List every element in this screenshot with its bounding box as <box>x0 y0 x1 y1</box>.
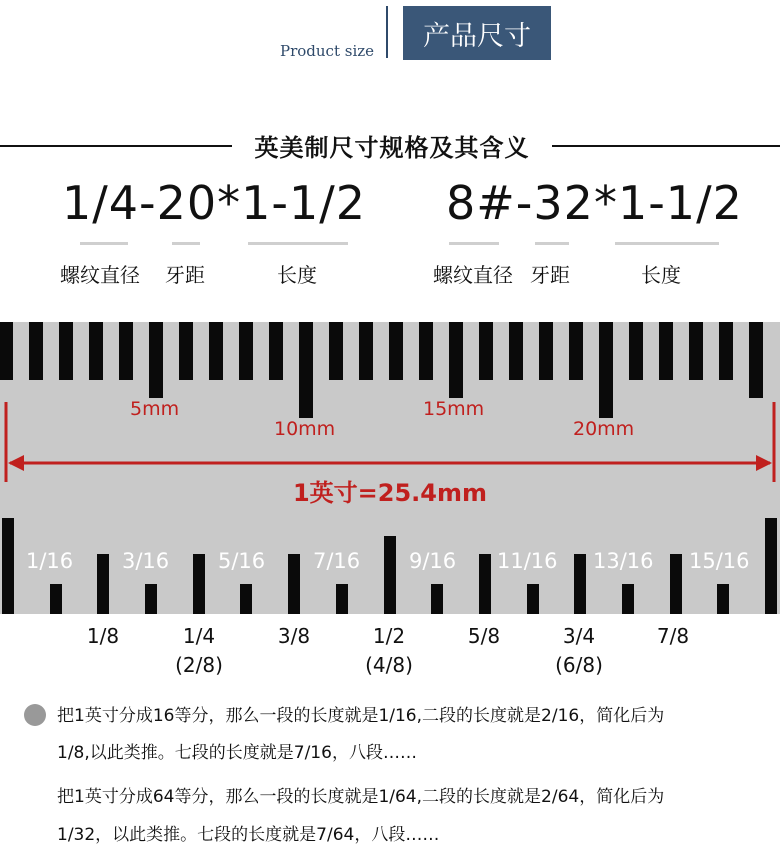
inch-tick <box>431 584 443 614</box>
spec1-underline-length <box>248 242 348 245</box>
mm-tick <box>509 322 523 380</box>
header-divider <box>386 6 388 58</box>
inch-tick <box>765 518 777 614</box>
mm-tick <box>89 322 103 380</box>
mm-tick <box>719 322 733 380</box>
note-line-3: 把1英寸分成64等分，那么一段的长度就是1/64,二段的长度就是2/64，简化后为 <box>57 787 665 807</box>
equiv-label-6-8: (6/8) <box>555 653 603 677</box>
mm-tick <box>269 322 283 380</box>
mm-tick <box>0 322 13 380</box>
mm-tick <box>149 322 163 398</box>
equiv-label-4-8: (4/8) <box>365 653 413 677</box>
spec2-underline-diameter <box>449 242 499 245</box>
mm-tick <box>419 322 433 380</box>
inch-tick <box>670 554 682 614</box>
inch-tick <box>145 584 157 614</box>
mm-tick <box>29 322 43 380</box>
frac-label-15-16: 15/16 <box>689 549 750 573</box>
spec2-underline-length <box>615 242 719 245</box>
inch-tick <box>574 554 586 614</box>
equiv-label-2-8: (2/8) <box>175 653 223 677</box>
mm-tick <box>749 322 763 398</box>
mm-tick <box>389 322 403 380</box>
title-rule-right <box>552 145 780 147</box>
eighth-label-1-4: 1/4 <box>182 624 216 648</box>
eighth-label-3-4: 3/4 <box>562 624 596 648</box>
mm-tick <box>539 322 553 380</box>
inch-span-arrow <box>0 402 780 482</box>
inch-tick <box>384 536 396 614</box>
inch-tick <box>479 554 491 614</box>
spec2-underline-pitch <box>535 242 569 245</box>
spec2-label-diameter: 螺纹直径 <box>433 263 513 287</box>
frac-label-7-16: 7/16 <box>313 549 361 573</box>
note-line-2: 1/8,以此类推。七段的长度就是7/16，八段…… <box>57 743 417 763</box>
section-title: 英美制尺寸规格及其含义 <box>254 134 530 162</box>
inch-tick <box>193 554 205 614</box>
mm-label-20: 20mm <box>573 418 635 440</box>
ruler-graphic <box>0 322 780 614</box>
mm-tick <box>479 322 493 380</box>
mm-tick <box>209 322 223 380</box>
frac-label-9-16: 9/16 <box>409 549 457 573</box>
inch-tick <box>97 554 109 614</box>
mm-tick <box>359 322 373 380</box>
mm-tick <box>689 322 703 380</box>
product-size-label: Product size <box>280 42 375 60</box>
mm-tick <box>59 322 73 380</box>
frac-label-11-16: 11/16 <box>497 549 558 573</box>
inch-tick <box>717 584 729 614</box>
mm-label-10: 10mm <box>274 418 336 440</box>
spec1-label-diameter: 螺纹直径 <box>60 263 140 287</box>
inch-tick <box>240 584 252 614</box>
spec2-label-length: 长度 <box>641 263 681 287</box>
mm-tick <box>629 322 643 380</box>
product-size-badge: 产品尺寸 <box>403 6 551 60</box>
inch-tick <box>622 584 634 614</box>
inch-tick <box>2 518 14 614</box>
eighth-label-1-2: 1/2 <box>372 624 406 648</box>
mm-tick <box>329 322 343 380</box>
inch-tick <box>527 584 539 614</box>
eighth-label-5-8: 5/8 <box>467 624 501 648</box>
inch-tick <box>336 584 348 614</box>
note-line-1: 把1英寸分成16等分，那么一段的长度就是1/16,二段的长度就是2/16，简化后为 <box>57 706 665 726</box>
spec1-label-length: 长度 <box>277 263 317 287</box>
spec1-underline-diameter <box>80 242 128 245</box>
eighth-label-7-8: 7/8 <box>656 624 690 648</box>
mm-tick <box>179 322 193 380</box>
note-bullet-icon <box>24 704 46 726</box>
note-line-4: 1/32，以此类推。七段的长度就是7/64，八段…… <box>57 825 440 845</box>
mm-tick <box>659 322 673 380</box>
frac-label-13-16: 13/16 <box>593 549 654 573</box>
mm-tick <box>119 322 133 380</box>
eighth-label-3-8: 3/8 <box>277 624 311 648</box>
spec1-label-pitch: 牙距 <box>165 263 205 287</box>
frac-label-3-16: 3/16 <box>122 549 170 573</box>
inch-tick <box>288 554 300 614</box>
frac-label-5-16: 5/16 <box>218 549 266 573</box>
inch-tick <box>50 584 62 614</box>
inch-equivalence-label: 1英寸=25.4mm <box>292 479 488 507</box>
mm-tick <box>569 322 583 380</box>
mm-label-5: 5mm <box>130 398 180 420</box>
spec-code-imperial: 1/4-20*1-1/2 <box>62 176 367 230</box>
frac-label-1-16: 1/16 <box>26 549 74 573</box>
spec2-label-pitch: 牙距 <box>530 263 570 287</box>
mm-tick <box>239 322 253 380</box>
spec1-underline-pitch <box>172 242 200 245</box>
eighth-label-1-8: 1/8 <box>86 624 120 648</box>
mm-tick <box>449 322 463 398</box>
title-rule-left <box>0 145 232 147</box>
spec-code-number: 8#-32*1-1/2 <box>446 176 743 230</box>
mm-label-15: 15mm <box>423 398 485 420</box>
